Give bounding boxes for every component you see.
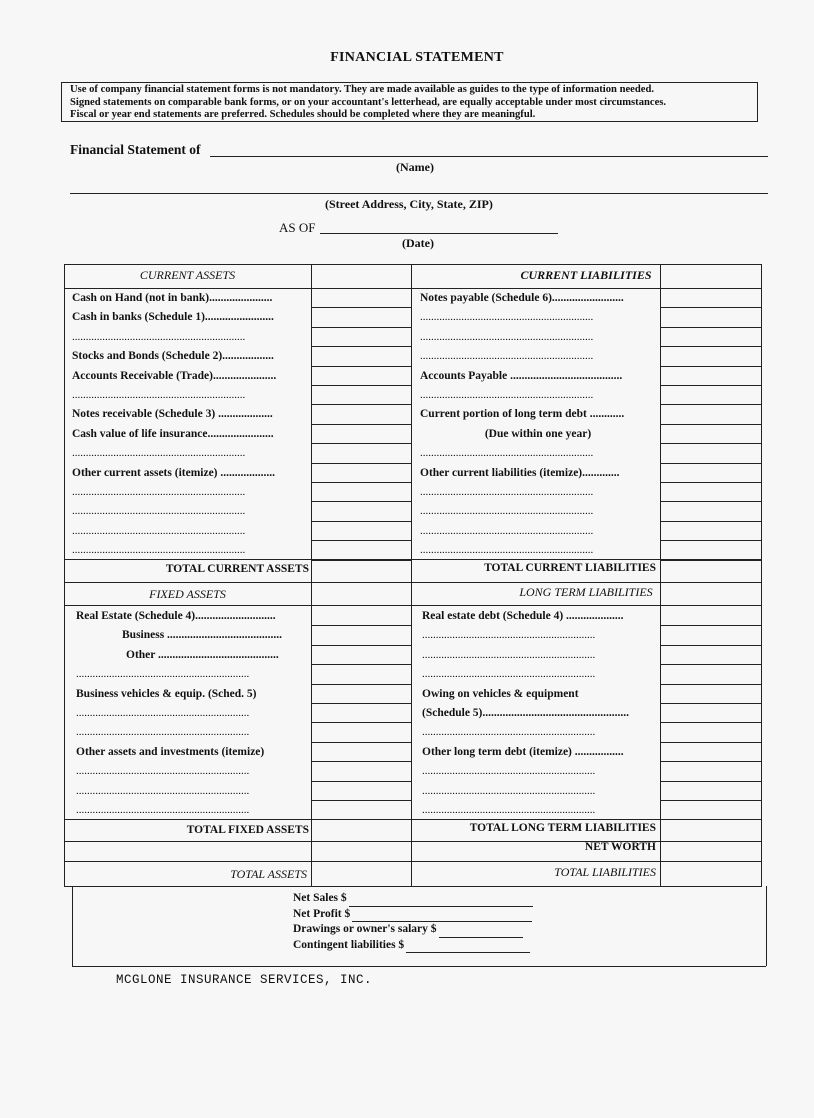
fixed-asset-amount[interactable]: [312, 763, 410, 780]
total-fixed-assets-label: TOTAL FIXED ASSETS: [186, 824, 309, 836]
amount-cell-line: [311, 443, 411, 444]
long-term-liability-blank-line: ...............................................................: [422, 629, 596, 642]
amount-cell-line: [660, 366, 761, 367]
amount-cell-line: [660, 781, 761, 782]
current-asset-amount[interactable]: [312, 445, 410, 462]
current-asset-label: Cash on Hand (not in bank)......................: [72, 292, 273, 304]
total-long-term-liabilities-amount[interactable]: [661, 820, 760, 840]
amount-cell-line: [660, 800, 761, 801]
amount-cell-line: [311, 366, 411, 367]
amount-cell-line: [660, 443, 761, 444]
fixed-asset-blank-line: ...............................................................: [76, 784, 250, 797]
statement-of-label: Financial Statement of: [70, 142, 201, 157]
fixed-asset-amount[interactable]: [312, 666, 410, 683]
long-term-liability-label: (Schedule 5)...................................................: [422, 707, 629, 719]
net-worth-label: NET WORTH: [584, 841, 656, 853]
long-term-liability-blank-line: ...............................................................: [422, 765, 596, 778]
fixed-asset-amount[interactable]: [312, 744, 410, 761]
fixed-asset-label: Other ..........................................: [126, 648, 279, 661]
current-liability-blank-line: ...............................................................: [420, 389, 594, 401]
total-current-assets-amount[interactable]: [312, 560, 410, 580]
amount-cell-line: [311, 684, 411, 685]
long-term-liability-blank-line: ...............................................................: [422, 726, 596, 739]
fixed-asset-amount[interactable]: [312, 686, 410, 703]
current-asset-amount[interactable]: [312, 309, 410, 326]
current-liability-amount[interactable]: [661, 309, 760, 326]
fixed-asset-amount[interactable]: [312, 783, 410, 800]
current-asset-label: Cash value of life insurance.......................: [72, 427, 274, 440]
current-asset-label: Cash in banks (Schedule 1)........................: [72, 311, 274, 324]
current-asset-label: Notes receivable (Schedule 3) ...................: [72, 408, 273, 421]
table-right: [761, 264, 762, 887]
amount-cell-line: [660, 645, 761, 646]
amount-cell-line: [311, 424, 411, 425]
total-current-liabilities-label: TOTAL CURRENT LIABILITIES: [484, 562, 656, 574]
current-asset-amount[interactable]: [312, 406, 410, 423]
fixed-asset-blank-line: ...............................................................: [76, 726, 250, 739]
current-asset-amount[interactable]: [312, 368, 410, 385]
amount-cell-line: [660, 482, 761, 483]
current-asset-blank-line: ...............................................................: [72, 330, 246, 343]
current-asset-amount[interactable]: [312, 426, 410, 443]
current-liability-label: (Due within one year): [484, 427, 592, 440]
current-asset-amount[interactable]: [312, 523, 410, 540]
net-profit-row: [293, 907, 533, 923]
current-liability-blank-line: ...............................................................: [420, 447, 594, 460]
total-assets-label: TOTAL ASSETS: [230, 867, 307, 881]
contingent-field[interactable]: [406, 940, 530, 953]
current-asset-amount[interactable]: [312, 503, 410, 520]
amount-cell-line: [311, 307, 411, 308]
total-fixed-assets-amount[interactable]: [312, 820, 410, 840]
total-fixed-top: [64, 819, 761, 820]
current-liability-label: Accounts Payable .......................................: [420, 369, 623, 382]
total-current-top: [64, 559, 761, 560]
amount-cell-line: [660, 327, 761, 328]
amount-cell-line: [660, 501, 761, 502]
fixed-asset-label: Business ........................................: [122, 629, 283, 642]
current-asset-amount[interactable]: [312, 387, 410, 404]
current-liabilities-heading: CURRENT LIABILITIES: [520, 268, 652, 282]
current-liability-amount[interactable]: [661, 426, 760, 443]
fixed-asset-amount[interactable]: [312, 647, 410, 664]
current-asset-blank-line: ...............................................................: [72, 447, 246, 460]
current-liability-blank-line: ...............................................................: [420, 505, 594, 518]
current-liability-blank-line: ...............................................................: [420, 486, 594, 498]
total-current-bottom: [64, 582, 761, 583]
long-term-liability-blank-line: ...............................................................: [422, 648, 596, 661]
long-term-liability-blank-line: ...............................................................: [422, 804, 596, 816]
contingent-label: Contingent liabilities $: [293, 938, 405, 951]
long-term-liability-amount[interactable]: [661, 647, 760, 664]
current-asset-label: Accounts Receivable (Trade)......................: [72, 369, 277, 382]
current-asset-blank-line: ...............................................................: [72, 505, 246, 518]
fixed-asset-amount[interactable]: [312, 705, 410, 722]
fixed-asset-blank-line: ...............................................................: [76, 804, 250, 816]
current-liability-blank-line: ...............................................................: [420, 350, 594, 363]
drawings-label: Drawings or owner's salary $: [293, 923, 437, 935]
amount-cell-line: [660, 703, 761, 704]
amount-cell-line: [311, 800, 411, 801]
amount-cell-line: [311, 703, 411, 704]
net-worth-bottom: [64, 861, 761, 862]
notice-line: Use of company financial statement forms is not mandatory. They are made available as guides to the type of information needed.: [70, 84, 655, 95]
header-row-bottom: [64, 288, 761, 289]
bottom-box-right: [766, 886, 767, 966]
current-liability-blank-line: ...............................................................: [420, 311, 594, 324]
current-liability-amount[interactable]: [661, 484, 760, 501]
current-liability-blank-line: ...............................................................: [420, 544, 594, 557]
fixed-asset-amount[interactable]: [312, 627, 410, 644]
current-liability-amount[interactable]: [661, 387, 760, 404]
amount-cell-line: [311, 463, 411, 464]
amount-cell-line: [660, 385, 761, 386]
contingent-row: [293, 938, 533, 954]
long-term-liability-amount[interactable]: [661, 763, 760, 780]
amount-cell-line: [311, 645, 411, 646]
net-sales-label: Net Sales $: [293, 892, 347, 904]
long-term-liability-label: Real estate debt (Schedule 4) ....................: [422, 610, 624, 622]
current-asset-amount[interactable]: [312, 484, 410, 501]
amount-cell-line: [311, 540, 411, 541]
current-liability-label: Other current liabilities (itemize).............: [420, 466, 620, 479]
table-left: [64, 264, 65, 887]
current-asset-blank-line: ...............................................................: [72, 389, 246, 401]
amount-cell-line: [311, 761, 411, 762]
current-liability-blank-line: ...............................................................: [420, 524, 594, 537]
total-assets-amount[interactable]: [312, 864, 410, 885]
amount-cell-line: [660, 521, 761, 522]
amount-cell-line: [660, 463, 761, 464]
amount-cell-line: [660, 684, 761, 685]
amount-cell-line: [311, 781, 411, 782]
fixed-asset-amount[interactable]: [312, 724, 410, 741]
long-term-liability-blank-line: ...............................................................: [422, 784, 596, 797]
net-profit-label: Net Profit $: [293, 907, 351, 920]
long-term-liability-amount[interactable]: [661, 627, 760, 644]
long-term-liability-amount[interactable]: [661, 686, 760, 703]
amount-cell-line: [660, 742, 761, 743]
amount-cell-line: [311, 404, 411, 405]
current-liability-amount[interactable]: [661, 445, 760, 462]
bottom-fields: [293, 891, 533, 953]
current-liability-amount[interactable]: [661, 290, 760, 307]
total-current-assets-label: TOTAL CURRENT ASSETS: [165, 563, 309, 575]
amount-cell-line: [311, 501, 411, 502]
fixed-assets-heading: FIXED ASSETS: [149, 587, 226, 601]
amount-cell-line: [311, 327, 411, 328]
amount-cell-line: [311, 625, 411, 626]
current-asset-amount[interactable]: [312, 329, 410, 346]
bottom-box-bottom: [72, 966, 766, 967]
long-term-liability-amount[interactable]: [661, 608, 760, 625]
amount-cell-line: [311, 722, 411, 723]
col-sep-middle: [411, 264, 412, 887]
amount-cell-line: [660, 540, 761, 541]
amount-cell-line: [660, 307, 761, 308]
long-term-liability-amount[interactable]: [661, 705, 760, 722]
drawings-row: [293, 922, 533, 938]
fixed-asset-blank-line: ...............................................................: [76, 668, 250, 681]
current-asset-amount[interactable]: [312, 348, 410, 365]
net-sales-field[interactable]: [349, 894, 533, 907]
amount-cell-line: [311, 521, 411, 522]
current-liability-amount[interactable]: [661, 523, 760, 540]
current-asset-blank-line: ...............................................................: [72, 544, 246, 557]
notice-line: Signed statements on comparable bank forms, or on your accountant's letterhead, are equally acceptable under most circumstances.: [70, 96, 667, 108]
total-fixed-bottom: [64, 841, 761, 842]
current-asset-label: Other current assets (itemize) ...................: [72, 466, 276, 479]
drawings-field[interactable]: [439, 925, 523, 938]
total-current-liabilities-amount[interactable]: [661, 560, 760, 580]
fixed-asset-label: Real Estate (Schedule 4)............................: [76, 610, 276, 622]
net-worth-amount[interactable]: [661, 841, 760, 860]
current-asset-blank-line: ...............................................................: [72, 486, 246, 498]
amount-cell-line: [660, 664, 761, 665]
current-liability-label: Current portion of long term debt ............: [420, 408, 625, 421]
current-asset-amount[interactable]: [312, 542, 410, 559]
as-of-label: AS OF: [279, 220, 316, 235]
current-asset-amount[interactable]: [312, 465, 410, 482]
table-top: [64, 264, 761, 265]
amount-cell-line: [660, 346, 761, 347]
long-term-liability-label: Other long term debt (itemize) .................: [422, 745, 624, 758]
total-liabilities-amount[interactable]: [661, 864, 760, 885]
current-liability-amount[interactable]: [661, 542, 760, 559]
long-term-liability-label: Owing on vehicles & equipment: [422, 687, 579, 700]
amount-cell-line: [660, 625, 761, 626]
current-liability-amount[interactable]: [661, 465, 760, 482]
footer-company: MCGLONE INSURANCE SERVICES, INC.: [116, 973, 373, 987]
current-liability-label: Notes payable (Schedule 6).........................: [420, 292, 624, 304]
long-term-liability-amount[interactable]: [661, 666, 760, 683]
fixed-asset-blank-line: ...............................................................: [76, 707, 250, 719]
fixed-asset-blank-line: ...............................................................: [76, 765, 250, 778]
totals-bottom: [64, 886, 761, 887]
current-asset-amount[interactable]: [312, 290, 410, 307]
amount-cell-line: [311, 482, 411, 483]
total-liabilities-label: TOTAL LIABILITIES: [554, 865, 656, 879]
fixed-asset-amount[interactable]: [312, 608, 410, 625]
fixed-asset-amount[interactable]: [312, 802, 410, 819]
notice-line: Fiscal or year end statements are preferred. Schedules should be completed where they are meaningful.: [70, 109, 536, 121]
form-title: FINANCIAL STATEMENT: [330, 50, 504, 65]
net-profit-field[interactable]: [352, 909, 532, 922]
long-term-liability-amount[interactable]: [661, 783, 760, 800]
current-liability-amount[interactable]: [661, 329, 760, 346]
amount-cell-line: [311, 664, 411, 665]
current-liability-amount[interactable]: [661, 348, 760, 365]
current-assets-heading: CURRENT ASSETS: [139, 268, 236, 282]
current-asset-blank-line: ...............................................................: [72, 524, 246, 537]
current-liability-amount[interactable]: [661, 406, 760, 423]
address-caption: (Street Address, City, State, ZIP): [325, 197, 493, 211]
current-asset-label: Stocks and Bonds (Schedule 2)..................: [72, 350, 274, 363]
current-liability-amount[interactable]: [661, 368, 760, 385]
amount-cell-line: [660, 404, 761, 405]
name-caption: (Name): [396, 160, 434, 174]
current-liability-amount[interactable]: [661, 503, 760, 520]
fixed-heading-bottom: [64, 605, 761, 606]
amount-cell-line: [660, 761, 761, 762]
net-sales-row: [293, 891, 533, 907]
amount-cell-line: [311, 385, 411, 386]
fixed-asset-label: Business vehicles & equip. (Sched. 5): [76, 687, 257, 700]
bottom-box-left: [72, 886, 73, 966]
net-worth-left-blank[interactable]: [312, 841, 410, 860]
amount-cell-line: [660, 722, 761, 723]
total-long-term-liabilities-label: TOTAL LONG TERM LIABILITIES: [469, 822, 656, 834]
long-term-liability-amount[interactable]: [661, 744, 760, 761]
amount-cell-line: [311, 346, 411, 347]
amount-cell-line: [660, 424, 761, 425]
long-term-liability-amount[interactable]: [661, 724, 760, 741]
amount-cell-line: [311, 742, 411, 743]
long-term-liabilities-heading: LONG TERM LIABILITIES: [519, 585, 653, 599]
date-caption: (Date): [402, 236, 434, 250]
long-term-liability-blank-line: ...............................................................: [422, 668, 596, 681]
long-term-liability-amount[interactable]: [661, 802, 760, 819]
fixed-asset-label: Other assets and investments (itemize): [76, 745, 265, 758]
current-liability-blank-line: ...............................................................: [420, 330, 594, 343]
